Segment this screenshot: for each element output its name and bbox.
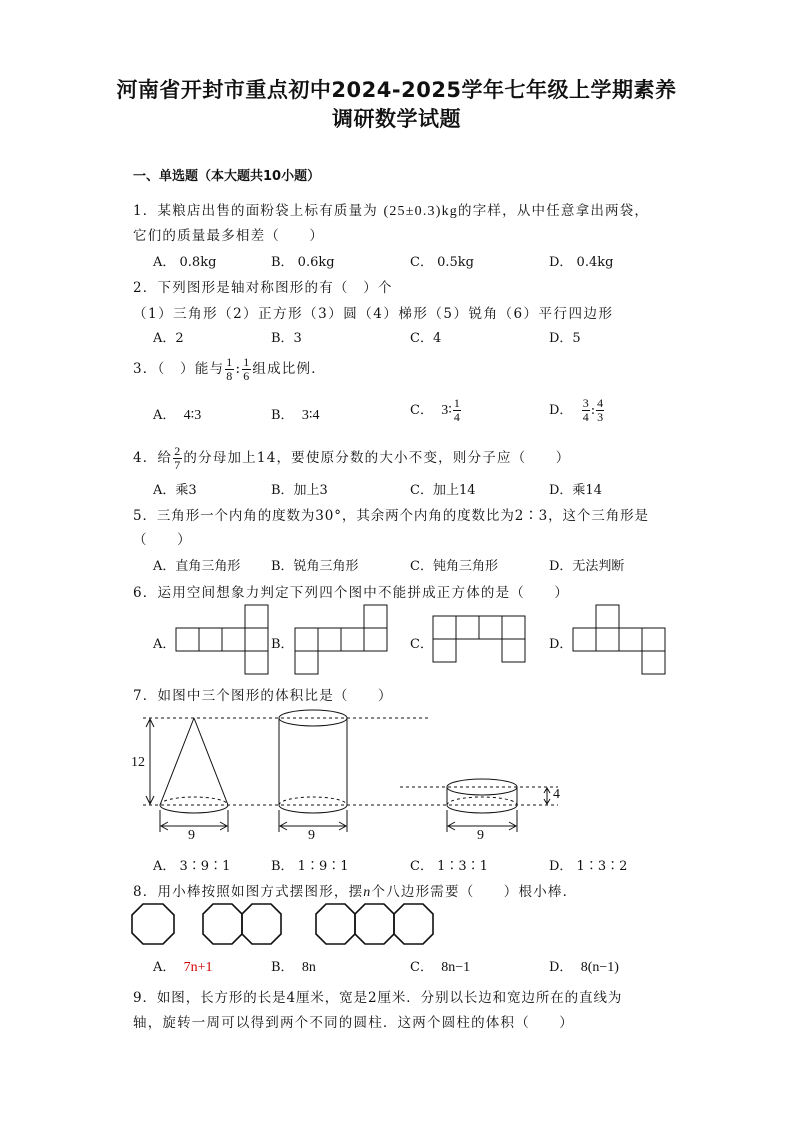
question-5-line2: （ ） xyxy=(133,532,192,548)
q7-short-cylinder-width-label: 9 xyxy=(477,828,484,843)
q1-formula: (25±0.3)kg xyxy=(383,204,459,219)
q3-fraction-1: $\frac{1}{8}$ xyxy=(226,355,234,383)
question-8-stem: 8．用小棒按照如图方式摆图形，摆n个八边形需要（ ）根小棒． xyxy=(133,884,578,900)
q1-suffix: 的字样，从中任意拿出两袋， xyxy=(458,203,650,219)
q7-option-b[interactable]: B． 1∶9∶1 xyxy=(271,859,349,874)
q8-option-d[interactable]: D． 8(n−1) xyxy=(549,960,619,975)
q3-prefix: 3．（ ）能与 xyxy=(133,361,225,377)
question-5-stem: 5．三角形一个内角的度数为30°，其余两个内角的度数比为2∶3，这个三角形是 xyxy=(133,508,649,524)
q8-option-b[interactable]: B． 8n xyxy=(271,960,316,975)
q4-option-d[interactable]: D．乘14 xyxy=(549,483,602,498)
q5-option-d[interactable]: D．无法判断 xyxy=(549,559,625,574)
q7-option-c[interactable]: C． 1∶3∶1 xyxy=(410,859,488,874)
q1-option-c[interactable]: C． 0.5kg xyxy=(410,255,474,270)
q1-option-b[interactable]: B． 0.6kg xyxy=(271,255,335,270)
question-9-line2: 轴，旋转一周可以得到两个不同的圆柱．这两个圆柱的体积（ ） xyxy=(133,1015,574,1031)
q6-option-c-label[interactable]: C． xyxy=(410,637,433,652)
question-6-stem: 6．运用空间想象力判定下列四个图中不能拼成正方体的是（ ） xyxy=(133,585,570,601)
exam-title-line2: 调研数学试题 xyxy=(332,107,461,131)
octagon-3c xyxy=(394,904,433,944)
question-1-stem-line2: 它们的质量最多相差（ ） xyxy=(133,228,325,244)
question-3-stem: 3．（ ）能与 $\frac{1}{8}$ : $\frac{1}{6}$ 组成比例． xyxy=(133,355,326,383)
question-4-stem: 4．给 $\frac{2}{7}$ 的分母加上14，要使原分数的大小不变，则分子应（ ） xyxy=(133,444,571,472)
q2-option-a[interactable]: A．2 xyxy=(153,331,184,346)
octagon-3b xyxy=(355,904,394,944)
section-heading: 一、单选题（本大题共10小题） xyxy=(133,169,321,184)
q1-option-d[interactable]: D． 0.4kg xyxy=(549,255,614,270)
question-2-stem: 2．下列图形是轴对称图形的有（ ）个 xyxy=(133,280,393,296)
q2-option-c[interactable]: C．4 xyxy=(410,331,442,346)
q7-option-a[interactable]: A． 3∶9∶1 xyxy=(153,859,231,874)
q8-option-a[interactable]: A． 7n+1 xyxy=(153,960,213,975)
octagon-2a xyxy=(203,904,242,944)
q5-option-c[interactable]: C．钝角三角形 xyxy=(410,559,498,574)
q6-option-b-label[interactable]: B． xyxy=(271,637,294,652)
q7-small-height-label: 4 xyxy=(553,787,560,802)
q3-fraction-2: $\frac{1}{6}$ xyxy=(243,355,251,383)
question-7-stem: 7．如图中三个图形的体积比是（ ） xyxy=(133,688,393,704)
q6-option-a-label[interactable]: A． xyxy=(153,637,176,652)
q7-cylinder-width-label: 9 xyxy=(308,828,315,843)
q8-option-c[interactable]: C． 8n−1 xyxy=(410,960,471,975)
q7-option-d[interactable]: D． 1∶3∶2 xyxy=(549,859,628,874)
question-2-line2: （1）三角形（2）正方形（3）圆（4）梯形（5）锐角（6）平行四边形 xyxy=(133,306,614,322)
q3-option-a[interactable]: A． 4∶3 xyxy=(153,408,202,423)
octagon-2b xyxy=(242,904,281,944)
q2-option-b[interactable]: B．3 xyxy=(271,331,302,346)
q4-option-a[interactable]: A．乘3 xyxy=(153,483,197,498)
octagon-1 xyxy=(132,904,174,944)
q1-option-a[interactable]: A． 0.8kg xyxy=(153,255,217,270)
exam-title-line1: 河南省开封市重点初中2024-2025学年七年级上学期素养 xyxy=(116,78,677,102)
q3-option-d[interactable]: D． $\frac{3}{4}$ : $\frac{4}{3}$ xyxy=(549,396,604,424)
q6-option-d-label[interactable]: D． xyxy=(549,637,573,652)
q7-cone-width-label: 9 xyxy=(188,828,195,843)
q7-height-label: 12 xyxy=(131,755,145,770)
q5-option-b[interactable]: B．锐角三角形 xyxy=(271,559,359,574)
q4-option-b[interactable]: B．加上3 xyxy=(271,483,328,498)
q3-option-b[interactable]: B． 3∶4 xyxy=(271,408,320,423)
q3-suffix: 组成比例． xyxy=(252,361,326,377)
q2-option-d[interactable]: D．5 xyxy=(549,331,581,346)
octagon-3a xyxy=(316,904,355,944)
q3-option-c[interactable]: C． 3∶ $\frac{1}{4}$ xyxy=(410,396,460,424)
q4-option-c[interactable]: C．加上14 xyxy=(410,483,476,498)
q1-prefix: 1．某粮店出售的面粉袋上标有质量为 xyxy=(133,203,378,219)
question-9-stem: 9．如图，长方形的长是4厘米，宽是2厘米．分别以长边和宽边所在的直线为 xyxy=(133,990,623,1006)
q5-option-a[interactable]: A．直角三角形 xyxy=(153,559,241,574)
q4-fraction: $\frac{2}{7}$ xyxy=(174,444,182,472)
